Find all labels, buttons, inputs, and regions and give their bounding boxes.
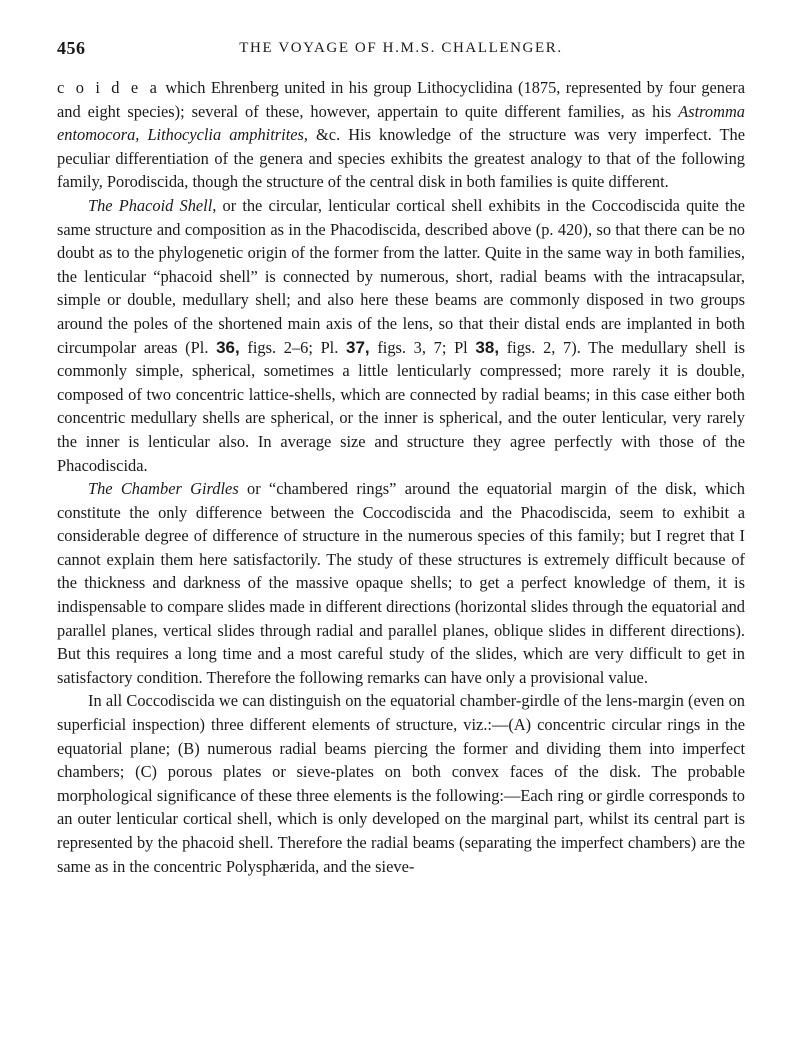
paragraph-2 xyxy=(57,194,745,477)
paragraph-3 xyxy=(57,477,745,689)
paragraph-1-text-b: &c. His knowledge of the structure was very imperfect. The peculiar differentiation of the genera and species exhibits the greatest analogy to that of the following family, Porodiscida, though the structure of the central disk in both families is quite different. xyxy=(57,125,745,192)
paragraph-2-text-d: figs. 2, 7). The medullary shell is commonly simple, spherical, sometimes a little lenticularly compressed; more rarely it is double, composed of two concentric lattice-shells, which are connected by radial beams; in this case either both concentric medullary shells are spherical, or the inner is spherical, and the outer lenticular, very rarely the inner is lenticular also. In average size and structure they agree perfectly with those of the Phacodiscida. xyxy=(57,337,745,475)
paragraph-3-text: or “chambered rings” around the equatorial margin of the disk, which constitute the only difference between the Coccodiscida and the Phacodiscida, seem to exhibit a considerable degree of difference of structure in the numerous species of this family; but I regret that I cannot explain them here satisfactorily. The study of these structures is extremely difficult because of the thickness and darkness of the massive opaque shells; to get a perfect knowledge of them, it is indispensable to compare slides made in different directions (horizontal slides through the equatorial and parallel planes, vertical slides through radial and parallel planes, oblique slides in different directions). But this requires a long time and a most careful study of the slides, which are very difficult to get in satisfactory condition. Therefore the following remarks can have only a provisional value. xyxy=(57,479,745,687)
page xyxy=(57,38,745,878)
plate-number-37: 37, xyxy=(346,337,370,357)
body-text xyxy=(57,76,745,878)
running-title: THE VOYAGE OF H.M.S. CHALLENGER. xyxy=(239,40,563,56)
paragraph-2-text-b: figs. 2–6; Pl. xyxy=(239,337,347,357)
page-number: 456 xyxy=(57,38,86,58)
phacoid-shell-heading: The Phacoid Shell, xyxy=(88,195,217,215)
plate-number-38: 38, xyxy=(475,337,500,357)
paragraph-1-text-a: which Ehrenberg united in his group Lithocyclidina (1875, represented by four genera and eight species); several of these, however, appertain to quite different families, as his xyxy=(57,78,745,121)
paragraph-4-text: In all Coccodiscida we can distinguish on the equatorial chamber-girdle of the lens-margin (even on superficial inspection) three different elements of structure, viz.:—(A) concentric circular rings in the equatorial plane; (B) numerous radial beams piercing the former and dividing them into imperfect chambers; (C) porous plates or sieve-plates on both convex faces of the disk. The probable morphological significance of these three elements is the following:—Each ring or girdle corresponds to an outer lenticular cortical shell, which is only developed on the marginal part, whilst its central part is represented by the phacoid shell. Therefore the radial beams (separating the imperfect chambers) are the same as in the concentric Polysphærida, and the sieve- xyxy=(57,691,745,876)
paragraph-1 xyxy=(57,76,745,194)
continued-word: c o i d e a xyxy=(57,78,160,97)
paragraph-2-text-c: figs. 3, 7; Pl xyxy=(369,337,476,357)
running-header xyxy=(57,38,745,64)
species-names: Astromma entomocora, Lithocyclia amphitrites, xyxy=(57,101,745,145)
plate-number-36: 36, xyxy=(216,337,240,357)
chamber-girdles-heading: The Chamber Girdles xyxy=(88,479,239,499)
paragraph-4 xyxy=(57,689,745,878)
paragraph-2-text-a: or the circular, lenticular cortical shell exhibits in the Coccodiscida quite the same structure and composition as in the Phacodiscida, described above (p. 420), so that there can be no doubt as to the phylogenetic origin of the former from the latter. Quite in the same way in both families, the lenticular “phacoid shell” is connected by numerous, short, radial beams with the intracapsular, simple or double, medullary shell; and also here these beams are commonly disposed in two groups around the poles of the shortened main axis of the lens, so that their distal ends are implanted in both circumpolar areas (Pl. xyxy=(57,195,746,357)
